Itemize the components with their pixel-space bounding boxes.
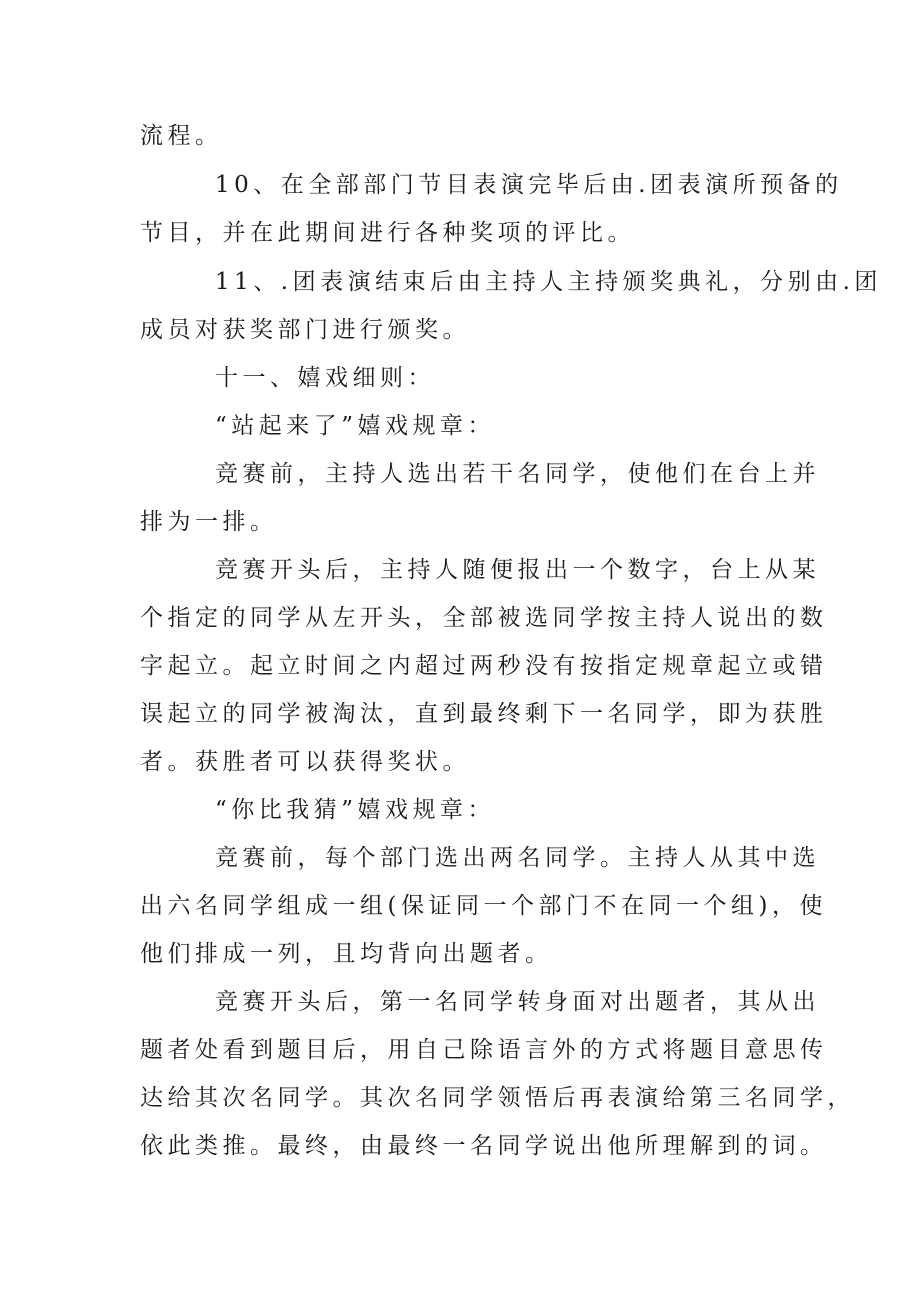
text-line: 者。获胜者可以获得奖状。 bbox=[140, 749, 470, 775]
text-line: 成员对获奖部门进行颁奖。 bbox=[140, 317, 470, 343]
text-line: 出六名同学组成一组(保证同一个部门不在同一个组)，使 bbox=[140, 893, 827, 919]
text-line: 个指定的同学从左开头，全部被选同学按主持人说出的数 bbox=[140, 605, 828, 631]
text-line: 误起立的同学被淘汰，直到最终剩下一名同学，即为获胜 bbox=[140, 701, 828, 727]
text-line: 11、.团表演结束后由主持人主持颁奖典礼，分别由.团 bbox=[215, 269, 882, 295]
text-line: 达给其次名同学。其次名同学领悟后再表演给第三名同学， bbox=[140, 1085, 855, 1111]
text-line: 竞赛前，主持人选出若干名同学，使他们在台上并 bbox=[215, 461, 820, 487]
text-line: 他们排成一列，且均背向出题者。 bbox=[140, 941, 553, 967]
text-line: 竞赛前，每个部门选出两名同学。主持人从其中选 bbox=[215, 845, 820, 871]
text-line: 竞赛开头后，第一名同学转身面对出题者，其从出 bbox=[215, 989, 820, 1015]
text-line: 节目，并在此期间进行各种奖项的评比。 bbox=[140, 220, 635, 246]
subsection-heading: “你比我猜”嬉戏规章： bbox=[215, 797, 496, 823]
text-line: 10、在全部部门节目表演完毕后由.团表演所预备的 bbox=[215, 172, 843, 198]
text-line: 字起立。起立时间之内超过两秒没有按指定规章起立或错 bbox=[140, 653, 828, 679]
section-heading: 十一、嬉戏细则： bbox=[215, 365, 435, 391]
text-line: 依此类推。最终，由最终一名同学说出他所理解到的词。 bbox=[140, 1133, 828, 1159]
text-line: 排为一排。 bbox=[140, 509, 278, 535]
text-line: 流程。 bbox=[140, 123, 223, 149]
subsection-heading: “站起来了”嬉戏规章： bbox=[215, 413, 496, 439]
text-line: 题者处看到题目后，用自己除语言外的方式将题目意思传 bbox=[140, 1037, 828, 1063]
text-line: 竞赛开头后，主持人随便报出一个数字，台上从某 bbox=[215, 557, 820, 583]
